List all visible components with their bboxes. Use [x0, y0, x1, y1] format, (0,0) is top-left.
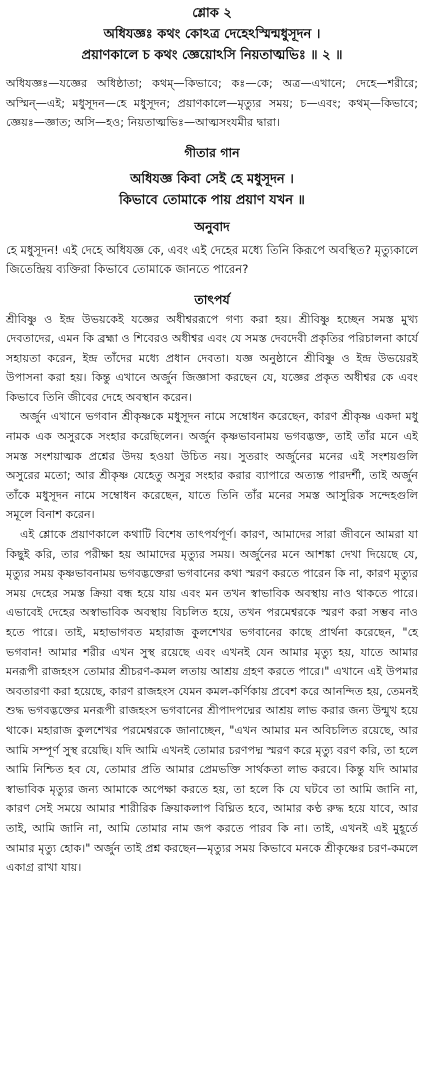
tatparya-paragraph-1: শ্রীবিষ্ণু ও ইন্দ্র উভয়কেই যজ্ঞের অধীশ্বররূপে গণ্য করা হয়। শ্রীবিষ্ণু হচ্ছেন সমস্ত মুখ্য দেবতাদের, এমন কি ব্রহ্মা ও শিবেরও অধীশ্বর এবং যে সমস্ত দেবদেবী প্রকৃতির পরিচালনা কার্যে সহায়তা করেন, ইন্দ্র তাঁদের মধ্যে প্রধান দেবতা। যজ্ঞ অনুষ্ঠানে শ্রীবিষ্ণু ও ইন্দ্র উভয়েরই উপাসনা করা হয়। কিন্তু এখানে অর্জুন জিজ্ঞাসা করছেন যে, যজ্ঞের প্রকৃত অধীশ্বর কে এবং কিভাবে তিনি জীবের দেহে অবস্থান করেন। [6, 312, 418, 404]
shloka-line-1: অধিযজ্ঞঃ কথং কোঽত্র দেহেঽস্মিন্মধুসূদন । [103, 27, 321, 42]
tatparya-paragraph-2: অর্জুন এখানে ভগবান শ্রীকৃষ্ণকে মধুসূদন নামে সম্বোধন করেছেন, কারণ শ্রীকৃষ্ণ একদা মধু নামক এক অসুরকে সংহার করেছিলেন। অর্জুন কৃষ্ণভাবনাময় ভগবদ্ভক্ত, তাই তাঁর মনে এই সমস্ত সংশয়াত্মক প্রশ্নের উদয় হওয়া উচিত নয়। সুতরাং অর্জুনের মনের এই সংশয়গুলি অসুরের মতো; আর শ্রীকৃষ্ণ যেহেতু অসুর সংহার করার ব্যাপারে অত্যন্ত পারদর্শী, তাই অর্জুন তাঁকে মধুসূদন নামে সম্বোধন করেছেন, যাতে তিনি তাঁর মনের সমস্ত আসুরিক সন্দেহগুলি সমূলে বিনাশ করেন। [6, 410, 418, 522]
word-meanings: অধিযজ্ঞঃ—যজ্ঞের অধিষ্ঠাতা; কথম্—কিভাবে; কঃ—কে; অত্র—এখানে; দেহে—শরীরে; অস্মিন্—এই; মধুসূদন—হে মধুসূদন; প্রয়াণকালে—মৃত্যুর সময়; চ—এবং; কথম্—কিভাবে; জ্ঞেয়ঃ—জ্ঞাত; অসি—হও; নিয়তাত্মভিঃ—আত্মসংযমীর দ্বারা। [6, 77, 418, 129]
gita-gaan-line-1: অধিযজ্ঞ কিবা সেই হে মধুসূদন । [130, 171, 294, 187]
anubad-text: হে মধুসূদন! এই দেহে অধিযজ্ঞ কে, এবং এই দেহের মধ্যে তিনি কিরূপে অবস্থিত? মৃত্যুকালে জিতেন্দ্রিয় ব্যক্তিরা কিভাবে তোমাকে জানতে পারেন? [6, 242, 418, 276]
anubad-heading: অনুবাদ [194, 218, 230, 234]
gita-gaan-heading: গীতার গান [184, 144, 240, 160]
tatparya-heading: তাৎপর্য [194, 291, 230, 307]
shloka-title: শ্লোক ২ [192, 6, 232, 21]
tatparya-paragraph-3: এই শ্লোকে প্রয়াণকালে কথাটি বিশেষ তাৎপর্যপূর্ণ। কারণ, আমাদের সারা জীবনে আমরা যা কিছুই করি, তার পরীক্ষা হয় আমাদের মৃত্যুর সময়। অর্জুনের মনে আশঙ্কা দেখা দিয়েছে যে, মৃত্যুর সময় কৃষ্ণভাবনাময় ভগবদ্ভক্তেরা ভগবানের কথা স্মরণ করতে পারেন কি না, কারণ মৃত্যুর সময় দেহের সমস্ত ক্রিয়া বন্ধ হয়ে যায় এবং মন তখন স্বাভাবিক অবস্থায় নাও থাকতে পারে। এভাবেই দেহের অস্বাভাবিক অবস্থায় বিচলিত হয়ে, তখন পরমেশ্বরকে স্মরণ করা সম্ভব নাও হতে পারে। তাই, মহাভাগবত মহারাজ কুলশেখর ভগবানের কাছে প্রার্থনা করেছেন, "হে ভগবান! আমার শরীর এখন সুস্থ রয়েছে এবং এখনই যেন আমার মৃত্যু হয়, যাতে আমার মনরূপী রাজহংস তোমার শ্রীচরণ-কমল লতায় আশ্রয় গ্রহণ করতে পারে।" এখানে এই উপমার অবতারণা করা হয়েছে, কারণ রাজহংস যেমন কমল-কর্ণিকায় প্রবেশ করে আনন্দিত হয়, তেমনই শুদ্ধ ভগবদ্ভক্তের মনরূপী রাজহংস ভগবানের শ্রীপাদপদ্মের আশ্রয় লাভ করার জন্য উন্মুখ হয়ে থাকে। মহারাজ কুলশেখর পরমেশ্বরকে জানাচ্ছেন, "এখন আমার মন অবিচলিত রয়েছে, আর আমি সম্পূর্ণ সুস্থ রয়েছি। যদি আমি এখনই তোমার চরণপদ্ম স্মরণ করে মৃত্যু বরণ করি, তা হলে আমি নিশ্চিত হব যে, তোমার প্রতি আমার প্রেমভক্তি সার্থকতা লাভ করবে। কিন্তু যদি আমার স্বাভাবিক মৃত্যুর জন্য আমাকে অপেক্ষা করতে হয়, তা হলে কি যে ঘটবে তা আমি জানি না, কারণ সেই সময়ে আমার শারীরিক ক্রিয়াকলাপ বিঘ্নিত হবে, আমার কণ্ঠ রুদ্ধ হয়ে যাবে, আর তাই, আমি জানি না, আমি তোমার নাম জপ করতে পারব কি না। তাই, এখনই এই মুহূর্তে আমার মৃত্যু হোক।" অর্জুন তাই প্রশ্ন করছেন—মৃত্যুর সময় কিভাবে মনকে শ্রীকৃষ্ণের চরণ-কমলে একাগ্র রাখা যায়। [6, 528, 418, 875]
gita-gaan-line-2: কিভাবে তোমাকে পায় প্রয়াণ যখন ॥ [119, 192, 305, 208]
shloka-line-2: প্রয়াণকালে চ কথং জ্ঞেয়োঽসি নিয়তাত্মভিঃ ॥ ২ ॥ [81, 48, 343, 63]
tatparya-body [6, 310, 418, 878]
